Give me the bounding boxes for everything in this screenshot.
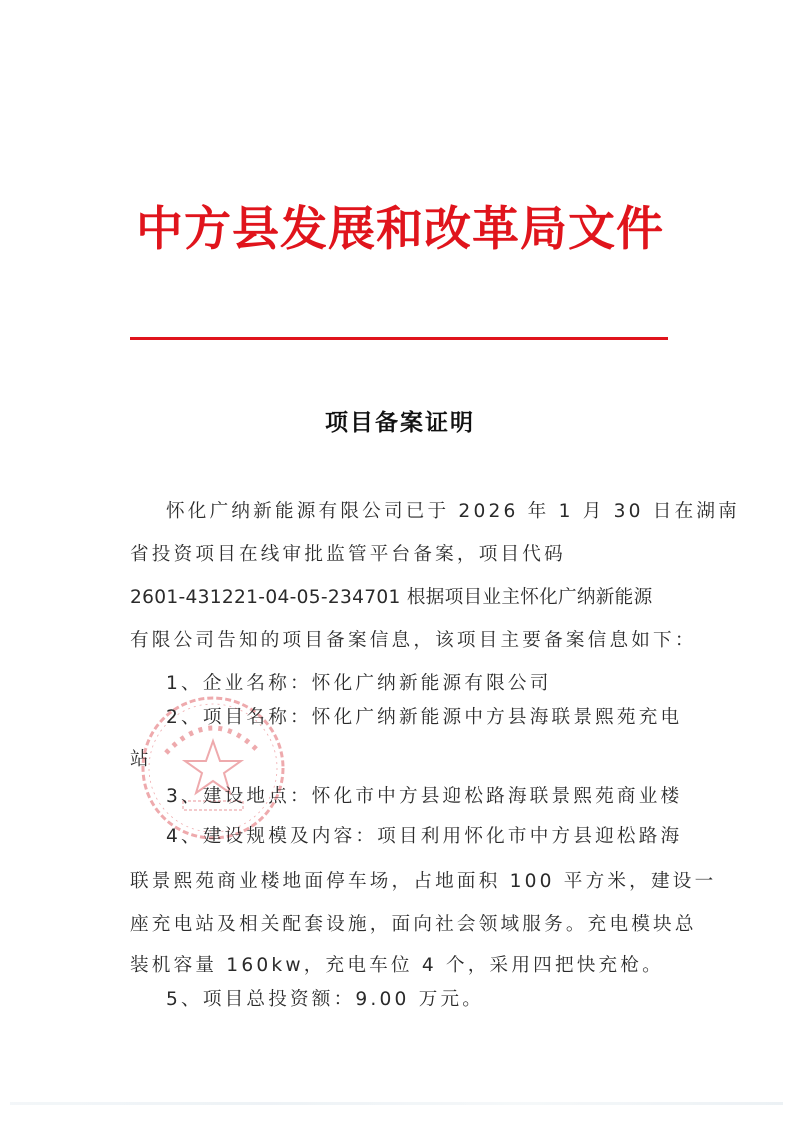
item-project-name: 2、项目名称：怀化广纳新能源中方县海联景熙苑充电 xyxy=(166,707,683,728)
intro-line: 2601-431221-04-05-234701 根据项目业主怀化广纳新能源 xyxy=(130,587,653,608)
item-total-investment: 5、项目总投资额：9.00 万元。 xyxy=(166,989,485,1010)
scan-edge-artifact xyxy=(10,1102,783,1105)
intro-line: 有限公司告知的项目备案信息，该项目主要备案信息如下： xyxy=(130,630,697,651)
intro-line: 省投资项目在线审批监管平台备案，项目代码 xyxy=(130,544,566,565)
item-scale-content: 4、建设规模及内容：项目利用怀化市中方县迎松路海 xyxy=(166,826,683,847)
red-divider-line xyxy=(130,337,668,340)
issuer-header: 中方县发展和改革局文件 xyxy=(136,202,664,257)
item-scale-content-line: 装机容量 160kw，充电车位 4 个，采用四把快充枪。 xyxy=(130,955,664,976)
item-scale-content-line: 座充电站及相关配套设施，面向社会领域服务。充电模块总 xyxy=(130,914,697,935)
item-company-name: 1、企业名称：怀化广纳新能源有限公司 xyxy=(166,673,552,694)
item-project-name-continued: 站 xyxy=(130,749,152,770)
item-scale-content-line: 联景熙苑商业楼地面停车场，占地面积 100 平方米，建设一 xyxy=(130,871,717,892)
document-title: 项目备案证明 xyxy=(325,410,475,436)
item-location: 3、建设地点：怀化市中方县迎松路海联景熙苑商业楼 xyxy=(166,786,683,807)
intro-line: 怀化广纳新能源有限公司已于 2026 年 1 月 30 日在湖南 xyxy=(166,501,740,522)
